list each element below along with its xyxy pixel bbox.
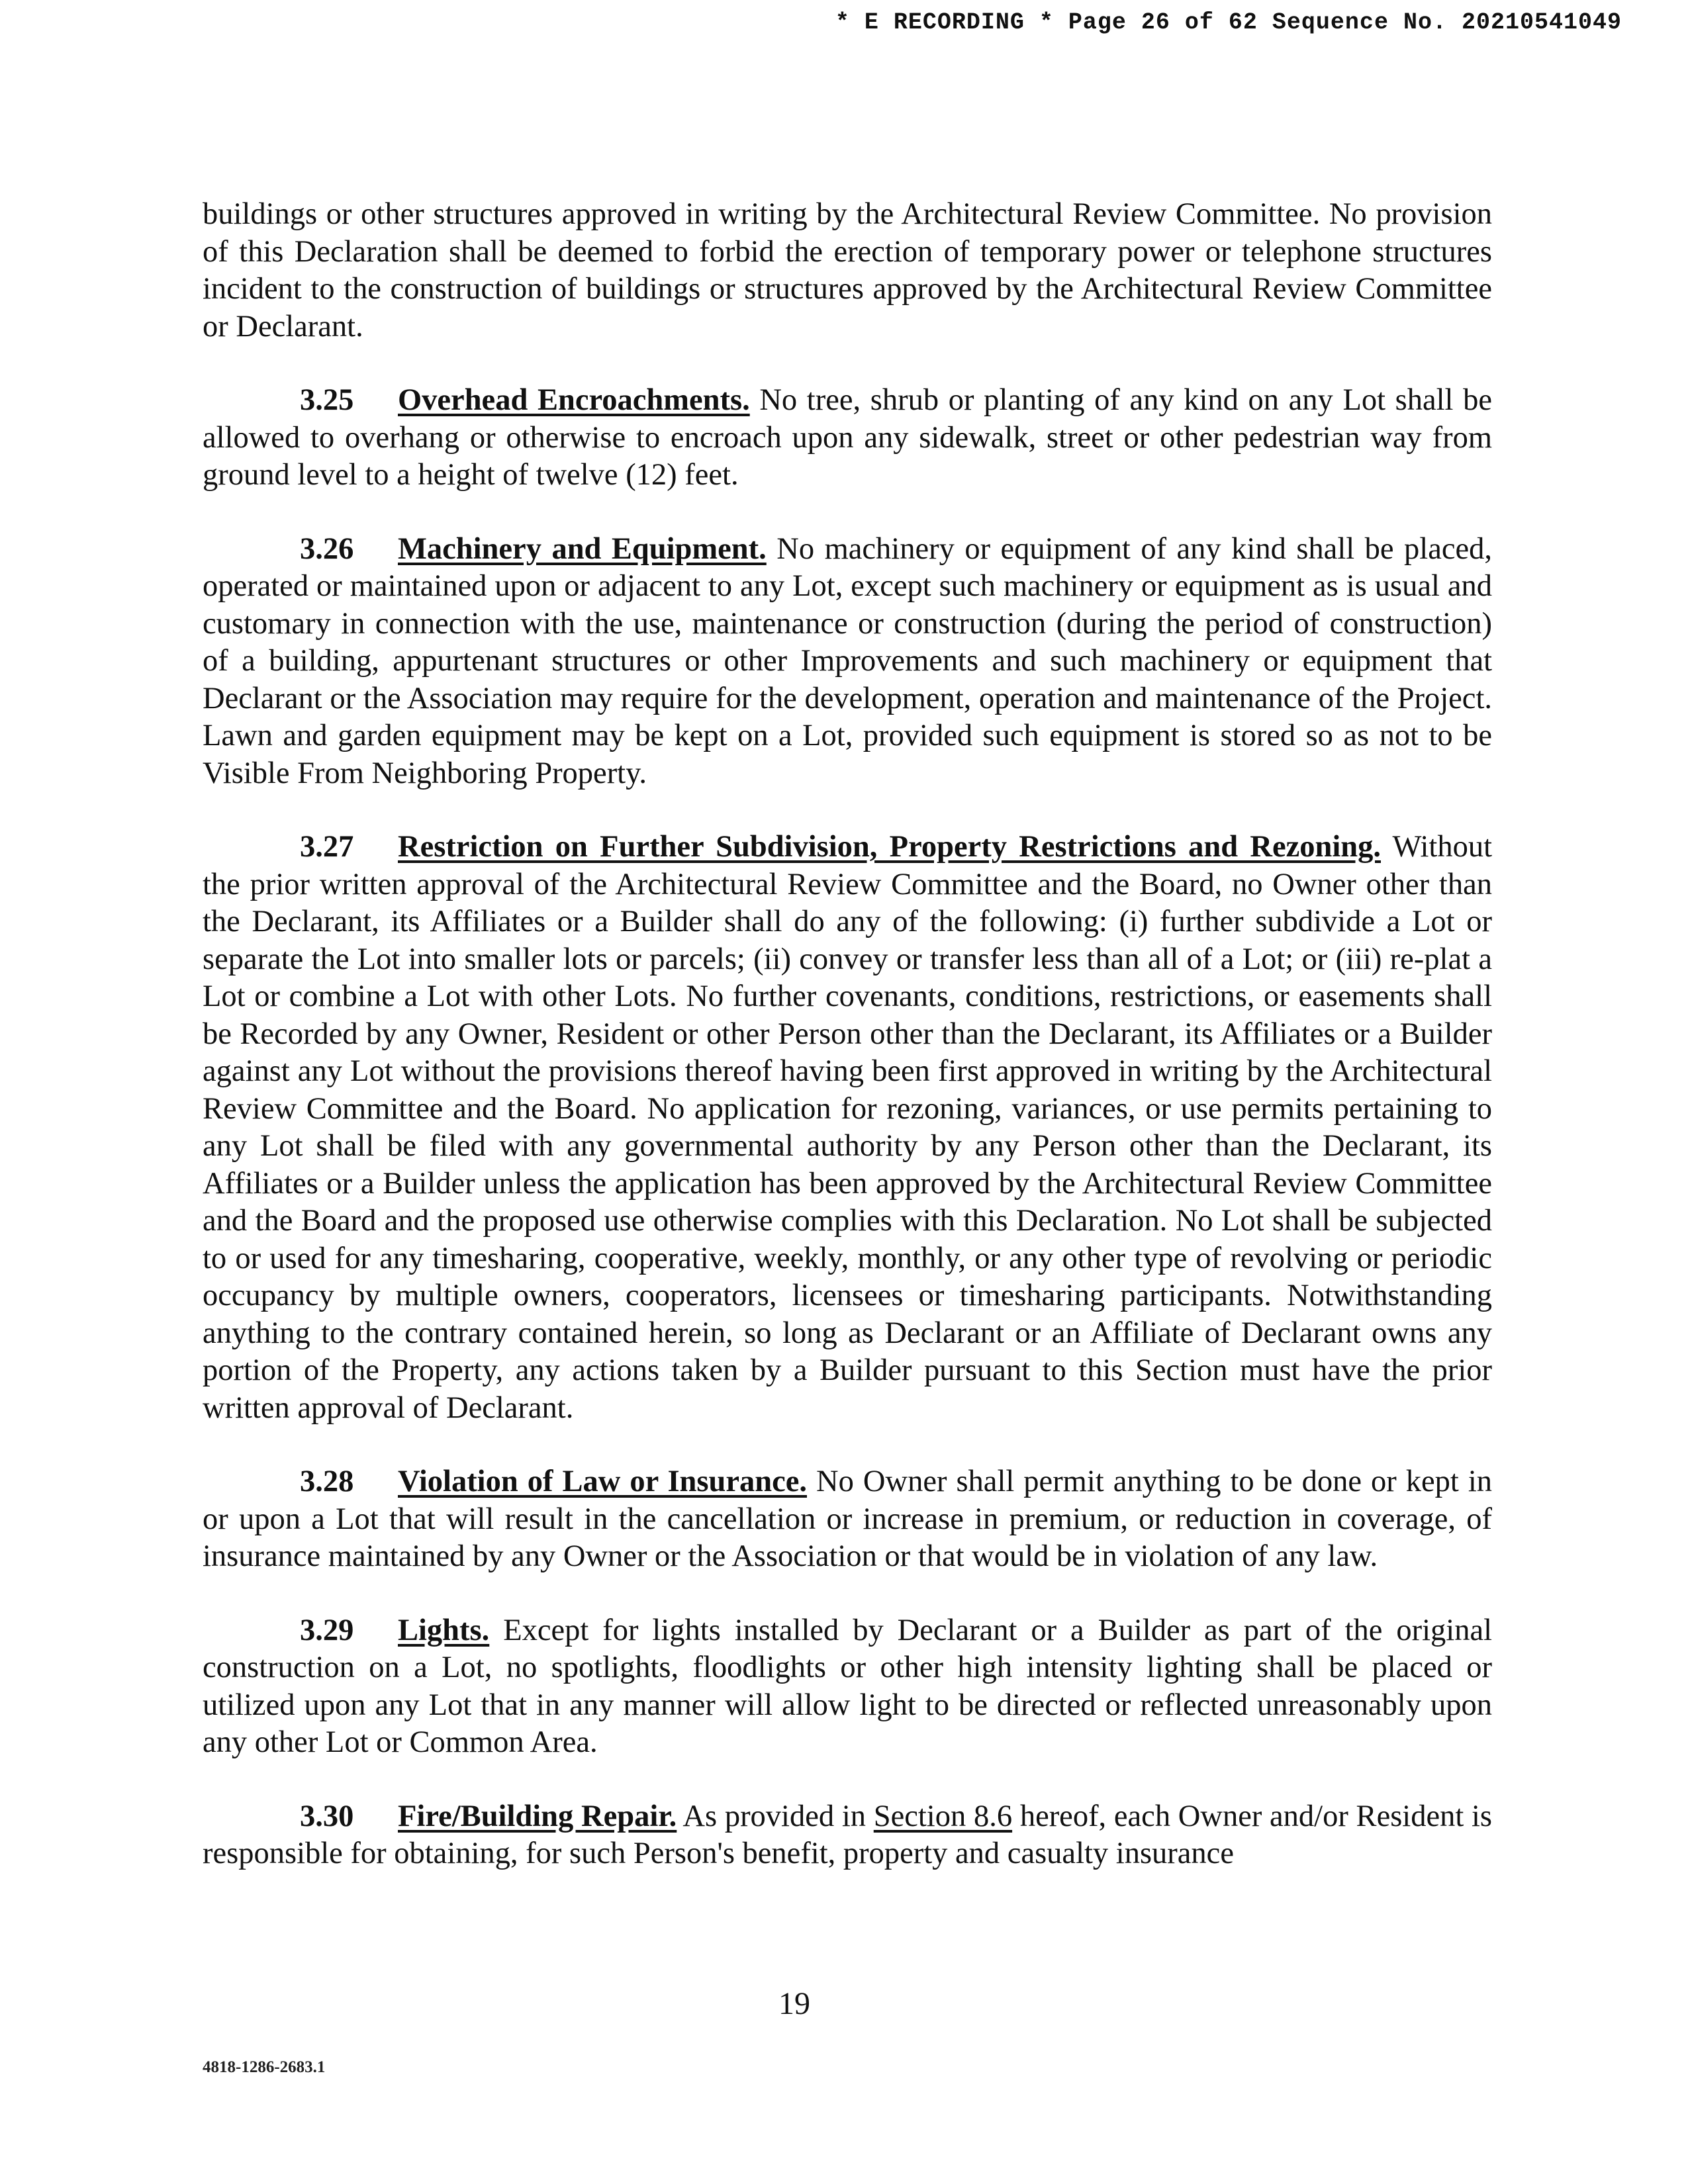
section-number: 3.30	[300, 1799, 354, 1833]
section-3-30	[203, 1798, 1492, 1873]
section-reference: Section 8.6	[873, 1799, 1013, 1833]
section-body: No Owner shall permit anything to be done or kept in or upon a Lot that will result in the cancellation or increase in premium, or reduction in coverage, of insurance maintained by any Owner or the Association or that would be in violation of any law.	[203, 1465, 1493, 1573]
section-title: Machinery and Equipment.	[398, 531, 767, 566]
continuation-paragraph: buildings or other structures approved in writing by the Architectural Review Committee. No provision of this Declaration shall be deemed to forbid the erection of temporary power or telephone structures incident to the construction of buildings or structures approved by the Architectural Review Committee or Declarant.	[203, 197, 1492, 343]
section-number: 3.28	[300, 1465, 354, 1498]
section-number: 3.25	[300, 383, 354, 417]
recording-header: * E RECORDING * Page 26 of 62 Sequence No. 20210541049	[835, 9, 1622, 36]
section-body-continued: hereof, each Owner and/or Resident is responsible for obtaining, for such Person's benefit, property and casualty insurance	[203, 1799, 1493, 1870]
section-3-25	[203, 382, 1492, 494]
page-number: 19	[778, 1986, 810, 2021]
section-title: Violation of Law or Insurance.	[398, 1465, 808, 1498]
section-number: 3.29	[300, 1613, 354, 1647]
section-number: 3.27	[300, 830, 354, 864]
section-title: Fire/Building Repair.	[398, 1799, 677, 1833]
section-body: As provided in	[682, 1799, 867, 1833]
section-body: No tree, shrub or planting of any kind on any Lot shall be allowed to overhang or otherwise to encroach upon any sidewalk, street or other pedestrian way from ground level to a height of twelve (12) feet.	[203, 383, 1492, 492]
section-body: No machinery or equipment of any kind shall be placed, operated or maintained upon or adjacent to any Lot, except such machinery or equipment as is usual and customary in connection with the use, maintenance or construction (during the period of construction) of a building, appurtenant structures or other Improvements and such machinery or equipment that Declarant or the Association may require for the development, operation and maintenance of the Project. Lawn and garden equipment may be kept on a Lot, provided such equipment is stored so as not to be Visible From Neighboring Property.	[203, 531, 1492, 790]
section-title: Overhead Encroachments.	[398, 383, 750, 417]
section-body: Except for lights installed by Declarant or a Builder as part of the original construction on a Lot, no spotlights, floodlights or other high intensity lighting shall be placed or utilized upon any Lot that in any manner will allow light to be directed or reflected unreasonably upon any other Lot or Common Area.	[203, 1613, 1492, 1759]
section-number: 3.26	[300, 531, 354, 566]
section-3-27	[203, 829, 1492, 1427]
section-title: Lights.	[398, 1613, 490, 1647]
section-body: Without the prior written approval of the Architectural Review Committee and the Board, no Owner other than the Declarant, its Affiliates or a Builder shall do any of the following: (i) further subdivide a Lot or separate the Lot into smaller lots or parcels; (ii) convey or transfer less than all of a Lot; or (iii) re-plat a Lot or combine a Lot with other Lots. No further covenants, conditions, restrictions, or easements shall be Recorded by any Owner, Resident or other Person other than the Declarant, its Affiliates or a Builder against any Lot without the provisions thereof having been first approved in writing by the Architectural Review Committee and the Board. No application for rezoning, variances, or use permits pertaining to any Lot shall be filed with any governmental authority by any Person other than the Declarant, its Affiliates or a Builder unless the application has been approved by the Architectural Review Committee and the Board and the proposed use otherwise complies with this Declaration. No Lot shall be subjected to or used for any timesharing, cooperative, weekly, monthly, or any other type of revolving or periodic occupancy by multiple owners, cooperators, licensees or timesharing participants. Notwithstanding anything to the contrary contained herein, so long as Declarant or an Affiliate of Declarant owns any portion of the Property, any actions taken by a Builder pursuant to this Section must have the prior written approval of Declarant.	[203, 830, 1492, 1425]
section-3-29	[203, 1612, 1492, 1762]
document-body	[203, 196, 1492, 1909]
section-3-26	[203, 531, 1492, 793]
section-3-28	[203, 1463, 1492, 1576]
document-id: 4818-1286-2683.1	[203, 2058, 326, 2076]
section-title: Restriction on Further Subdivision, Property Restrictions and Rezoning.	[398, 830, 1382, 864]
